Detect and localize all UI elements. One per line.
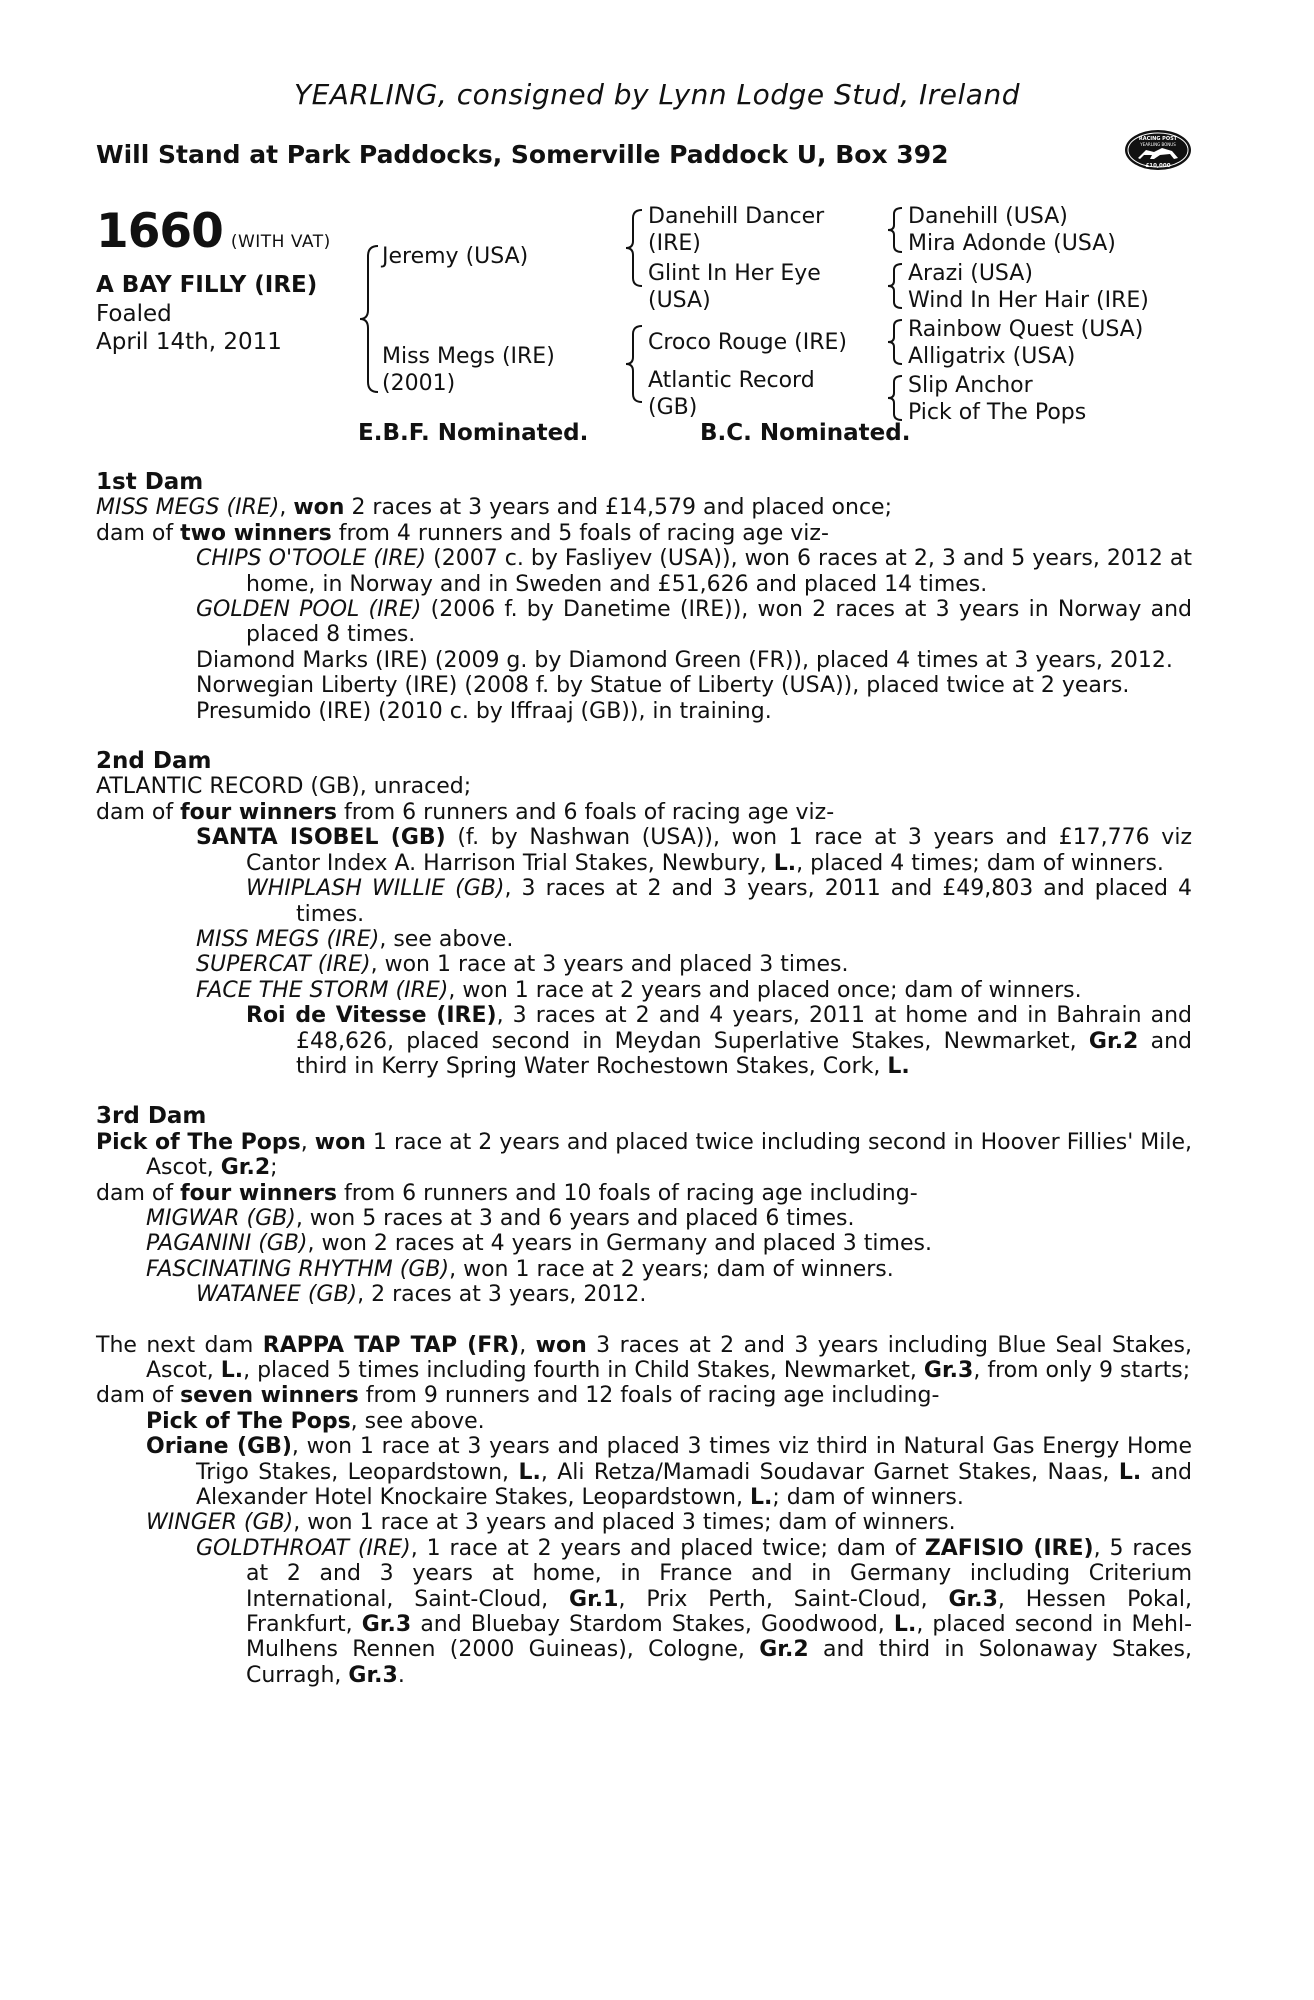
list-item: MISS MEGS (IRE), see above.	[196, 926, 514, 952]
page-heading: YEARLING, consigned by Lynn Lodge Stud, Ireland	[293, 78, 1020, 111]
third-dam-produce-intro: dam of four winners from 6 runners and 10 foals of racing age including-	[96, 1180, 918, 1206]
pedigree-sire-sire: Danehill Dancer (IRE)	[648, 204, 825, 256]
list-item: FACE THE STORM (IRE), won 1 race at 2 years and placed once; dam of winners.	[196, 977, 1082, 1003]
list-item: FASCINATING RHYTHM (GB), won 1 race at 2 years; dam of winners.	[146, 1256, 894, 1282]
pedigree-dam-dam: Atlantic Record (GB)	[648, 368, 815, 420]
pedigree-dam: Miss Megs (IRE) (2001)	[382, 344, 555, 396]
gen3-brace-4	[886, 374, 906, 422]
pedigree-sire: Jeremy (USA)	[382, 244, 529, 269]
list-item: GOLDTHROAT (IRE), 1 race at 2 years and placed twice; dam of ZAFISIO (IRE), 5 races at 2 and 3 years at home, in France and in Germany including Criterium International, Saint-Cloud, Gr.1, Prix Perth, Saint-Cloud, Gr.3, Hessen Pokal, Frankfurt, Gr.3 and Bluebay Stardom Stakes, Goodwood, L., placed second in Mehl-Mulhens Rennen (2000 Guineas), Cologne, Gr.2 and third in Solonaway Stakes, Curragh, Gr.3.	[196, 1535, 1193, 1688]
vat-label: (WITH VAT)	[230, 232, 331, 252]
pedigree-sire-dam: Glint In Her Eye (USA)	[648, 261, 821, 313]
yearling-bonus-logo	[1124, 128, 1192, 172]
third-dam-title: 3rd Dam	[96, 1103, 207, 1130]
next-dam-summary: The next dam RAPPA TAP TAP (FR), won 3 races at 2 and 3 years including Blue Seal Stakes, Ascot, L., placed 5 times including fourth in Child Stakes, Newmarket, Gr.3, from only 9 starts;	[96, 1332, 1192, 1383]
stand-location: Will Stand at Park Paddocks, Somerville Paddock U, Box 392	[96, 140, 949, 169]
sire-brace	[624, 208, 646, 288]
list-item: GOLDEN POOL (IRE) (2006 f. by Danetime (IRE)), won 2 races at 3 years in Norway and placed 8 times.	[196, 597, 1192, 648]
list-item: Norwegian Liberty (IRE) (2008 f. by Statue of Liberty (USA)), placed twice at 2 years.	[196, 673, 1130, 699]
first-dam-summary: MISS MEGS (IRE), won 2 races at 3 years and £14,579 and placed once;	[96, 495, 893, 521]
sire-dam-brace	[358, 244, 382, 394]
first-dam-title: 1st Dam	[96, 469, 204, 495]
lot-title: A BAY FILLY (IRE)	[96, 272, 318, 298]
list-item: Pick of The Pops, see above.	[146, 1408, 485, 1434]
list-item: PAGANINI (GB), won 2 races at 4 years in Germany and placed 3 times.	[146, 1231, 932, 1257]
list-item: Roi de Vitesse (IRE), 3 races at 2 and 4 years, 2011 at home and in Bahrain and £48,626, placed second in Meydan Superlative Stakes, Newmarket, Gr.2 and third in Kerry Spring Water Rochestown Stakes, Cork, L.	[246, 1003, 1192, 1079]
pedigree-gen3-list: Danehill (USA) Mira Adonde (USA) Arazi (USA) Wind In Her Hair (IRE) Rainbow Quest (USA) Alligatrix (USA) Slip Anchor Pick of The Pops	[908, 204, 1149, 425]
gen3-brace-2	[886, 262, 906, 310]
list-item: SANTA ISOBEL (GB) (f. by Nashwan (USA)), won 1 race at 3 years and £17,776 viz Cantor Index A. Harrison Trial Stakes, Newbury, L., placed 4 times; dam of winners.	[196, 825, 1192, 876]
second-dam-produce-intro: dam of four winners from 6 runners and 6 foals of racing age viz-	[96, 799, 835, 825]
dam-brace	[624, 324, 646, 404]
list-item: Oriane (GB), won 1 race at 3 years and placed 3 times viz third in Natural Gas Energy Home Trigo Stakes, Leopardstown, L., Ali Retza/Mamadi Soudavar Garnet Stakes, Naas, L. and Alexander Hotel Knockaire Stakes, Leopardstown, L.; dam of winners.	[146, 1434, 1192, 1511]
list-item: Presumido (IRE) (2010 c. by Iffraaj (GB)), in training.	[196, 698, 772, 724]
first-dam-produce-intro: dam of two winners from 4 runners and 5 foals of racing age viz-	[96, 520, 829, 546]
badge-value: £10,000	[1145, 163, 1171, 169]
list-item: MIGWAR (GB), won 5 races at 3 and 6 years and placed 6 times.	[146, 1205, 855, 1231]
badge-line2: YEARLING BONUS	[1140, 142, 1176, 147]
second-dam-summary: ATLANTIC RECORD (GB), unraced;	[96, 774, 472, 800]
gen3-brace-3	[886, 318, 906, 366]
ebf-nomination: E.B.F. Nominated.	[358, 420, 589, 446]
list-item: SUPERCAT (IRE), won 1 race at 3 years and placed 3 times.	[196, 952, 849, 978]
gen3-brace-1	[886, 206, 906, 254]
produce-record	[96, 470, 1192, 1688]
foaled-date: April 14th, 2011	[96, 329, 282, 355]
lot-number: 1660 (WITH VAT)	[96, 204, 331, 259]
third-dam-summary: Pick of The Pops, won 1 race at 2 years and placed twice including second in Hoover Fillies' Mile, Ascot, Gr.2;	[96, 1129, 1192, 1181]
next-dam-produce-intro: dam of seven winners from 9 runners and 12 foals of racing age including-	[96, 1383, 940, 1409]
pedigree-dam-sire: Croco Rouge (IRE)	[648, 330, 847, 355]
list-item: Diamond Marks (IRE) (2009 g. by Diamond Green (FR)), placed 4 times at 3 years, 2012.	[196, 647, 1173, 673]
list-item: WINGER (GB), won 1 race at 3 years and placed 3 times; dam of winners.	[146, 1510, 956, 1536]
bc-nomination: B.C. Nominated.	[700, 420, 911, 446]
foaled-label: Foaled	[96, 301, 172, 327]
second-dam-title: 2nd Dam	[96, 748, 212, 775]
list-item: CHIPS O'TOOLE (IRE) (2007 c. by Fasliyev (USA)), won 6 races at 2, 3 and 5 years, 2012 at home, in Norway and in Sweden and £51,626 and placed 14 times.	[196, 546, 1193, 597]
badge-line1: RACING POST	[1138, 136, 1178, 142]
foaled-info	[96, 300, 282, 356]
list-item: WATANEE (GB), 2 races at 3 years, 2012.	[196, 1282, 647, 1308]
list-item: WHIPLASH WILLIE (GB), 3 races at 2 and 3 years, 2011 and £49,803 and placed 4 times.	[246, 876, 1192, 927]
